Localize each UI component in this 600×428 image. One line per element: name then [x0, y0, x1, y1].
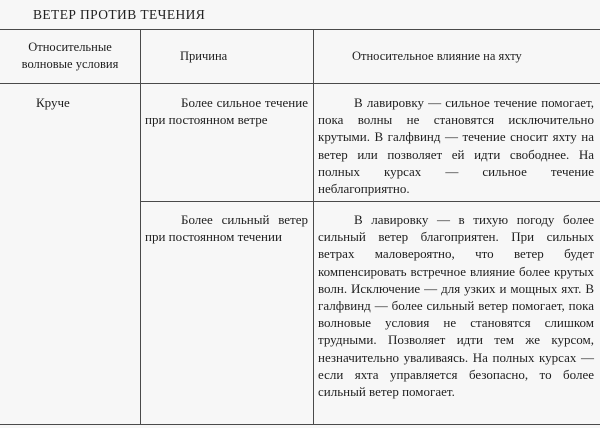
row-1-effect-text: В лавировку — сильное течение помогает, пока волны не становятся исключительно крутыми. В галфвинд — течение сносит яхту на ветер или позволяет ей идти свободнее. На полных курсах — сильное течение неблагоприятно.	[318, 95, 594, 197]
rule-bottom	[0, 424, 600, 425]
header-effect-text: Относительное влияние на яхту	[352, 49, 522, 63]
row-1-reason-text: Более сильное течение при постоянном ветре	[145, 95, 308, 128]
rule-row-divider	[140, 201, 600, 202]
rule-header-bottom	[0, 83, 600, 84]
table-title: ВЕТЕР ПРОТИВ ТЕЧЕНИЯ	[33, 7, 206, 22]
rule-top	[0, 29, 600, 30]
header-reason-text: Причина	[180, 49, 228, 63]
rule-col-divider-1	[140, 30, 141, 424]
header-conditions-text: Относительные волновые условия	[21, 40, 119, 71]
header-conditions	[3, 39, 137, 73]
header-effect	[352, 48, 592, 65]
row-1-effect	[318, 94, 594, 197]
row-1-conditions: Круче	[36, 95, 70, 110]
rule-col-divider-2	[313, 30, 314, 424]
row-2-reason-text: Более сильный ветер при постоянном течении	[145, 212, 308, 245]
row-2-reason	[145, 211, 308, 245]
row-1-reason	[145, 94, 308, 128]
row-2-effect-text: В лавировку — в тихую погоду более сильный ветер благоприятен. При сильных ветрах маловероятно, что ветер будет компенсировать встречное влияние более крутых волн. Исключение — для узких и мощных яхт. В галфвинд — более сильный ветер помогает, пока волновые условия не становятся слишком трудными. Позволяет идти тем же курсом, незначительно уваливаясь. На полных курсах — если яхта управляется безопасно, то более сильный ветер помогает.	[318, 212, 594, 400]
header-reason	[180, 48, 310, 65]
row-2-effect	[318, 211, 594, 400]
